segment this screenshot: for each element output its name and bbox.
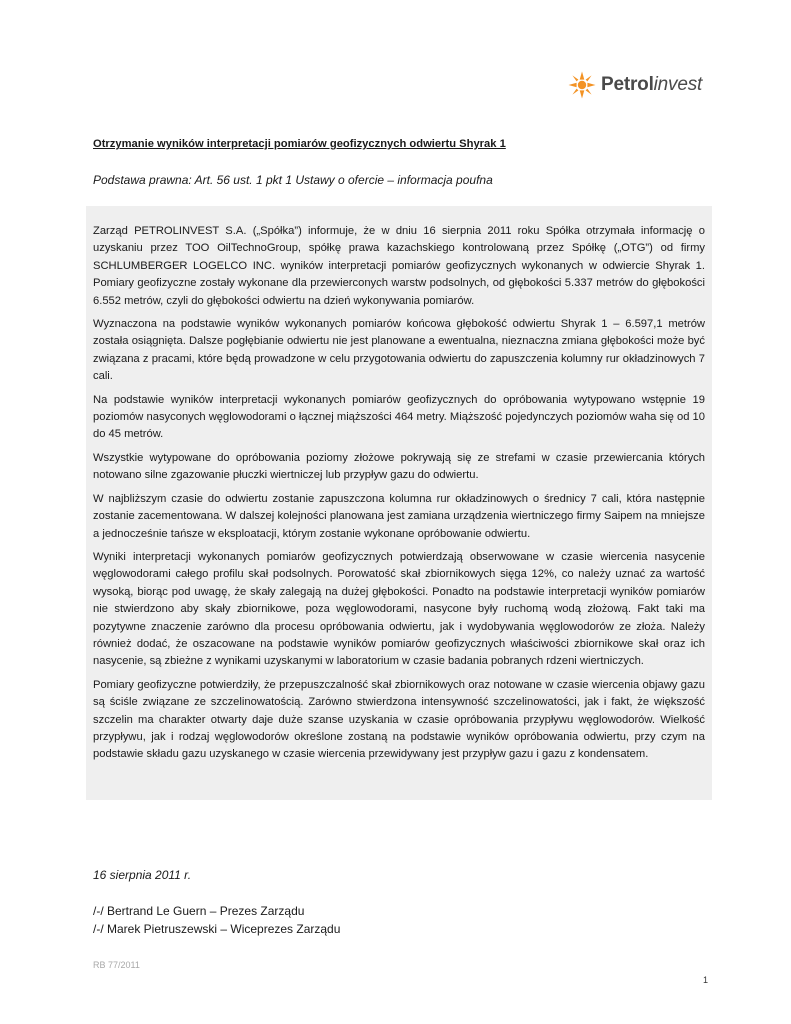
- document-date: 16 sierpnia 2011 r.: [93, 868, 192, 882]
- page-number: 1: [703, 975, 709, 985]
- body-paragraph: Wyniki interpretacji wykonanych pomiarów geofizycznych potwierdzają obserwowane w czasie wiercenia nasycenie węglowodorami całego profilu skał podsolnych. Porowatość skał zbiornikowych sięga 12%, co należy uznać za wartość wysoką, biorąc pod uwagę, że skały zalegają na dużej głębokości. Ponadto na podstawie interpretacji wyników pomiarów nie stwierdzono aby skały zbiornikowe, poza węglowodorami, nasycone były ruchomą wodą złożową. Fakt taki ma pozytywne znaczenie zarówno dla procesu opróbowania odwiertu, jak i wydobywania węglowodorów ze złoża. Należy również dodać, że oszacowane na podstawie wyników pomiarów geofizycznych właściwości zbiornikowe skał oraz ich nasycenie, są zbieżne z wynikami uzyskanymi w laboratorium w czasie badania pobranych rdzeni wiertniczych.: [93, 550, 705, 668]
- document-title: Otrzymanie wyników interpretacji pomiarów geofizycznych odwiertu Shyrak 1: [93, 138, 506, 150]
- body-paragraph: W najbliższym czasie do odwiertu zostanie zapuszczona kolumna rur okładzinowych o średnicy 7 cali, która następnie zostanie zacementowana. W dalszej kolejności planowana jest zamiana urządzenia wiertniczego firmy Saipem na mniejsze a jednocześnie tańsze w eksploatacji, którym zostanie wykonane opróbowanie odwiertu.: [93, 492, 705, 540]
- company-logo: [568, 70, 702, 100]
- report-reference: RB 77/2011: [93, 960, 140, 970]
- logo-brand-bold: Petrol: [601, 74, 654, 95]
- logo-brand-light: invest: [653, 74, 703, 95]
- body-paragraph: Pomiary geofizyczne potwierdziły, że przepuszczalność skał zbiornikowych oraz notowane w czasie wiercenia objawy gazu są ściśle związane ze szczelinowatością. Zarówno stwierdzona intensywność szczelinowatości, jak i fakt, że większość szczelin ma charakter otwarty daje duże szanse uzyskania w czasie opróbowania przypływu węglowodorów. Wielkość przypływu, jak i rodzaj węglowodorów określone zostaną na podstawie wyników opróbowania odwiertu, przy czym na podstawie składu gazu uzyskanego w czasie wiercenia przewidywany jest przypływ gazu i gazu z kondensatem.: [93, 678, 705, 761]
- body-paragraph: Wyznaczona na podstawie wyników wykonanych pomiarów końcowa głębokość odwiertu Shyrak 1 – 6.597,1 metrów została osiągnięta. Dalsze pogłębianie odwiertu nie jest planowane a ewentualna, nieznaczna zmiana głębokości może być związana z pracami, które będą prowadzone w celu przygotowania odwiertu do zapuszczenia kolumny rur okładzinowych 7 cali.: [93, 318, 705, 383]
- legal-basis: Podstawa prawna: Art. 56 ust. 1 pkt 1 Ustawy o ofercie – informacja poufna: [93, 173, 493, 187]
- announcement-body: [86, 206, 712, 800]
- sun-logo-icon: [568, 71, 596, 99]
- logo-wordmark: [601, 74, 702, 96]
- body-paragraph: Wszystkie wytypowane do opróbowania poziomy złożowe pokrywają się ze strefami w czasie przewiercania których notowano silne zgazowanie płuczki wiertniczej lub przypływ gazu do odwiertu.: [93, 451, 705, 482]
- signature-vice-president: /-/ Marek Pietruszewski – Wiceprezes Zarządu: [93, 922, 341, 936]
- body-paragraph: Na podstawie wyników interpretacji wykonanych pomiarów geofizycznych do opróbowania wytypowano wstępnie 19 poziomów nasyconych węglowodorami o łącznej miąższości 464 metry. Miąższość pojedynczych poziomów waha się od 10 do 45 metrów.: [93, 393, 705, 441]
- body-paragraph: Zarząd PETROLINVEST S.A. („Spółka”) informuje, że w dniu 16 sierpnia 2011 roku Spółka otrzymała informację o uzyskaniu przez TOO OilTechnoGroup, spółkę prawa kazachskiego kontrolowaną przez Spółkę („OTG”) od firmy SCHLUMBERGER LOGELCO INC. wyników interpretacji pomiarów geofizycznych wykonanych w odwiercie Shyrak 1. Pomiary geofizyczne zostały wykonane dla przewierconych warstw podsolnych, od głębokości 5.337 metrów do głębokości 6.552 metrów, czyli do głębokości odwiertu na dzień wykonywania pomiarów.: [93, 225, 705, 307]
- signature-president: /-/ Bertrand Le Guern – Prezes Zarządu: [93, 904, 305, 918]
